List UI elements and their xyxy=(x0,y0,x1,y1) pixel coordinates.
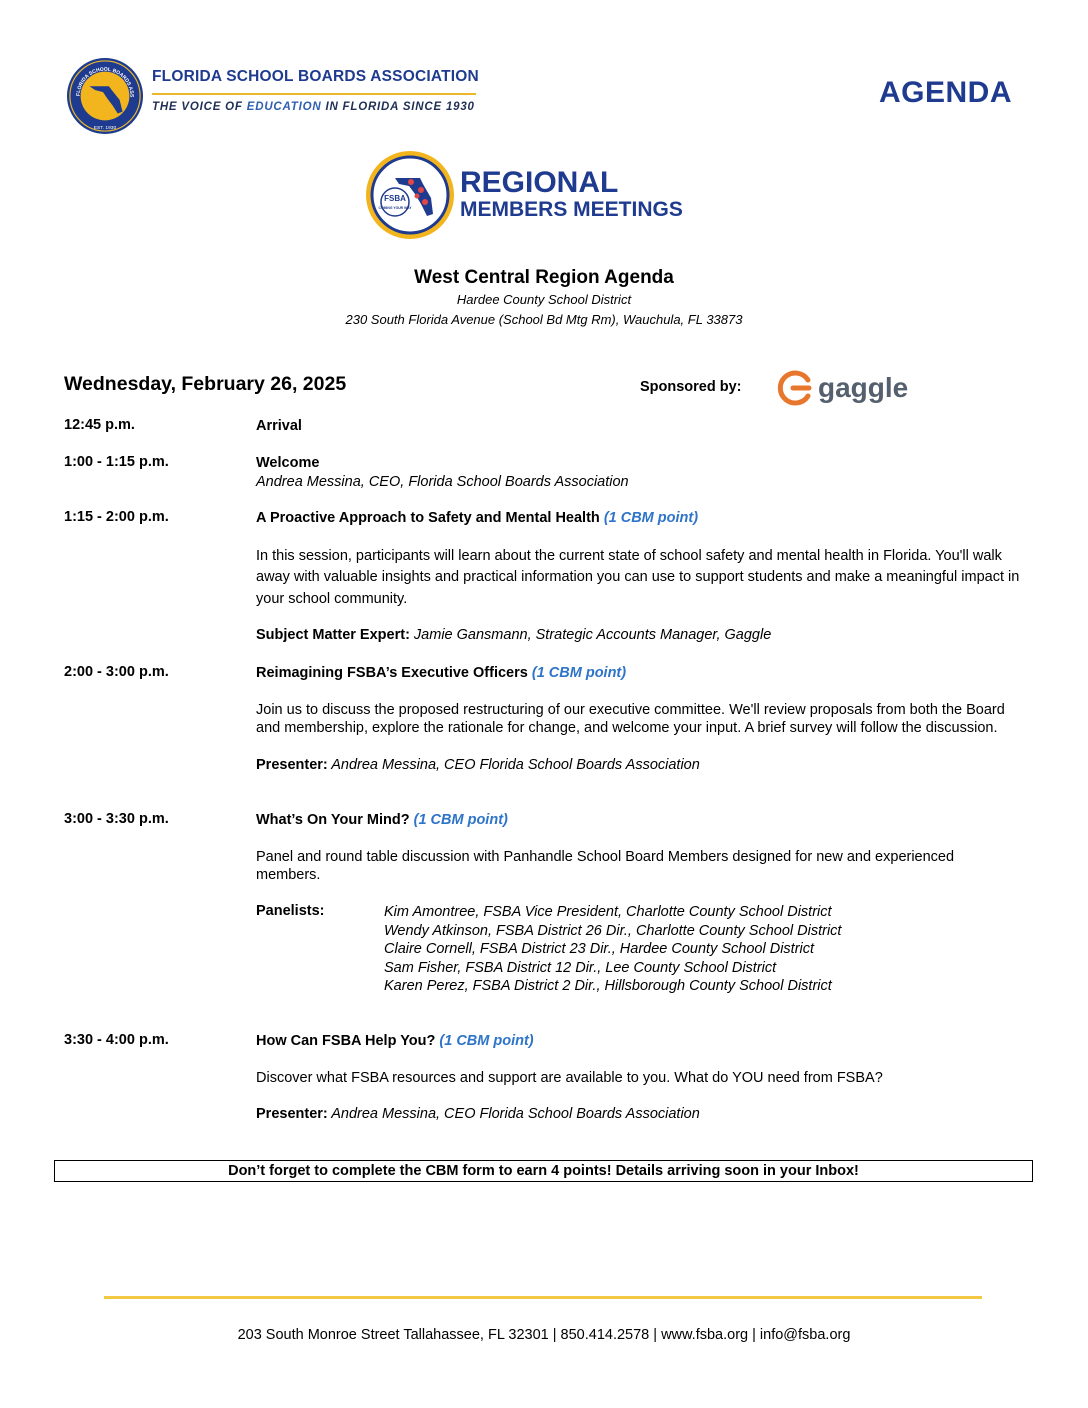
agenda-title: What’s On Your Mind? xyxy=(256,812,410,828)
agenda-item-arrival xyxy=(256,417,1026,436)
region-title: West Central Region Agenda xyxy=(414,267,674,288)
regional-meetings-line2: MEMBERS MEETINGS xyxy=(460,198,683,221)
seal-text: FLORIDA SCHOOL BOARDS ASS xyxy=(75,66,135,98)
panelist: Sam Fisher, FSBA District 12 Dir., Lee County School District xyxy=(384,959,777,976)
cbm-reminder-box: Don’t forget to complete the CBM form to earn 4 points! Details arriving soon in your Inbox! xyxy=(54,1160,1033,1182)
role-value: Jamie Gansmann, Strategic Accounts Manager, Gaggle xyxy=(409,627,772,643)
agenda-item-fsba-help xyxy=(256,1032,1026,1124)
tagline-part1: THE VOICE OF xyxy=(152,101,247,113)
agenda-description: Panel and round table discussion with Panhandle School Board Members designed for new and experienced members. xyxy=(256,848,955,883)
panelists-list xyxy=(384,903,841,996)
org-divider xyxy=(152,93,476,95)
region-district: Hardee County School District xyxy=(456,292,632,307)
role-value: Andrea Messina, CEO Florida School Boards Association xyxy=(327,756,700,773)
sponsor-name: gaggle xyxy=(818,372,909,403)
agenda-time: 3:00 - 3:30 p.m. xyxy=(64,811,169,827)
agenda-speaker: Andrea Messina, CEO, Florida School Boards Association xyxy=(256,473,629,490)
badge-bottom-text: COMING YOUR WAY xyxy=(378,206,412,210)
agenda-title: Arrival xyxy=(256,418,302,434)
agenda-time: 1:00 - 1:15 p.m. xyxy=(64,454,169,470)
agenda-title: Reimagining FSBA’s Executive Officers xyxy=(256,665,528,681)
agenda-time: 1:15 - 2:00 p.m. xyxy=(64,509,169,525)
role-label: Presenter: xyxy=(256,756,328,773)
cbm-point-badge: (1 CBM point) xyxy=(413,812,508,828)
tagline-highlight: EDUCATION xyxy=(246,101,322,113)
panelist: Claire Cornell, FSBA District 23 Dir., Hardee County School District xyxy=(384,941,815,957)
badge-top-text: FSBA xyxy=(384,194,406,203)
agenda-item-welcome xyxy=(256,454,1026,491)
panelist: Kim Amontree, FSBA Vice President, Charlotte County School District xyxy=(384,904,832,920)
cbm-point-badge: (1 CBM point) xyxy=(531,665,627,681)
panelists-label: Panelists: xyxy=(256,903,325,919)
panelist: Karen Perez, FSBA District 2 Dir., Hillsborough County School District xyxy=(384,978,832,994)
regional-meetings-badge xyxy=(365,150,455,240)
agenda-time: 3:30 - 4:00 p.m. xyxy=(64,1032,169,1048)
seal-est: EST. 1930 xyxy=(93,126,117,132)
region-address: 230 South Florida Avenue (School Bd Mtg Rm), Wauchula, FL 33873 xyxy=(345,312,743,327)
tagline-part2: IN FLORIDA SINCE 1930 xyxy=(321,101,475,113)
event-date: Wednesday, February 26, 2025 xyxy=(64,373,347,395)
agenda-heading: AGENDA xyxy=(878,76,1012,109)
agenda-description: Discover what FSBA resources and support are available to you. What do YOU need from FSBA? xyxy=(256,1069,883,1086)
agenda-description: In this session, participants will learn about the current state of school safety and mental health in Florida. You'll walk away with valuable insights and practical information you can use to support students and make a meaningful impact in your school community. xyxy=(256,547,1020,607)
role-value: Andrea Messina, CEO Florida School Boards Association xyxy=(327,1106,700,1122)
role-label: Subject Matter Expert: xyxy=(256,627,410,643)
footer-contact: 203 South Monroe Street Tallahassee, FL 32301 | 850.414.2578 | www.fsba.org | info@fsba.org xyxy=(237,1327,851,1343)
panelist: Wendy Atkinson, FSBA District 26 Dir., Charlotte County School District xyxy=(384,922,842,939)
agenda-title: How Can FSBA Help You? xyxy=(256,1033,436,1049)
sponsor-label: Sponsored by: xyxy=(640,379,742,395)
agenda-description: Join us to discuss the proposed restructuring of our executive committee. We'll review proposals from both the Board and membership, explore the rationale for change, and welcome your input. A brief survey will follow the discussion. xyxy=(256,701,1005,736)
footer-divider xyxy=(104,1296,982,1299)
agenda-item-safety xyxy=(256,509,1026,645)
role-label: Presenter: xyxy=(256,1106,328,1122)
org-name: FLORIDA SCHOOL BOARDS ASSOCIATION xyxy=(152,68,479,85)
cbm-point-badge: (1 CBM point) xyxy=(603,510,699,526)
org-tagline xyxy=(152,101,475,113)
agenda-title: Welcome xyxy=(256,455,320,471)
agenda-time: 2:00 - 3:00 p.m. xyxy=(64,664,169,680)
regional-meetings-line1: REGIONAL xyxy=(460,166,619,199)
gaggle-logo xyxy=(772,368,922,408)
agenda-time: 12:45 p.m. xyxy=(64,417,135,433)
agenda-item-whats-on-your-mind xyxy=(256,811,1026,885)
agenda-title: A Proactive Approach to Safety and Mental Health xyxy=(256,510,600,526)
fsba-seal-logo xyxy=(66,57,144,135)
agenda-item-executive-officers xyxy=(256,664,1026,774)
cbm-point-badge: (1 CBM point) xyxy=(439,1033,534,1049)
